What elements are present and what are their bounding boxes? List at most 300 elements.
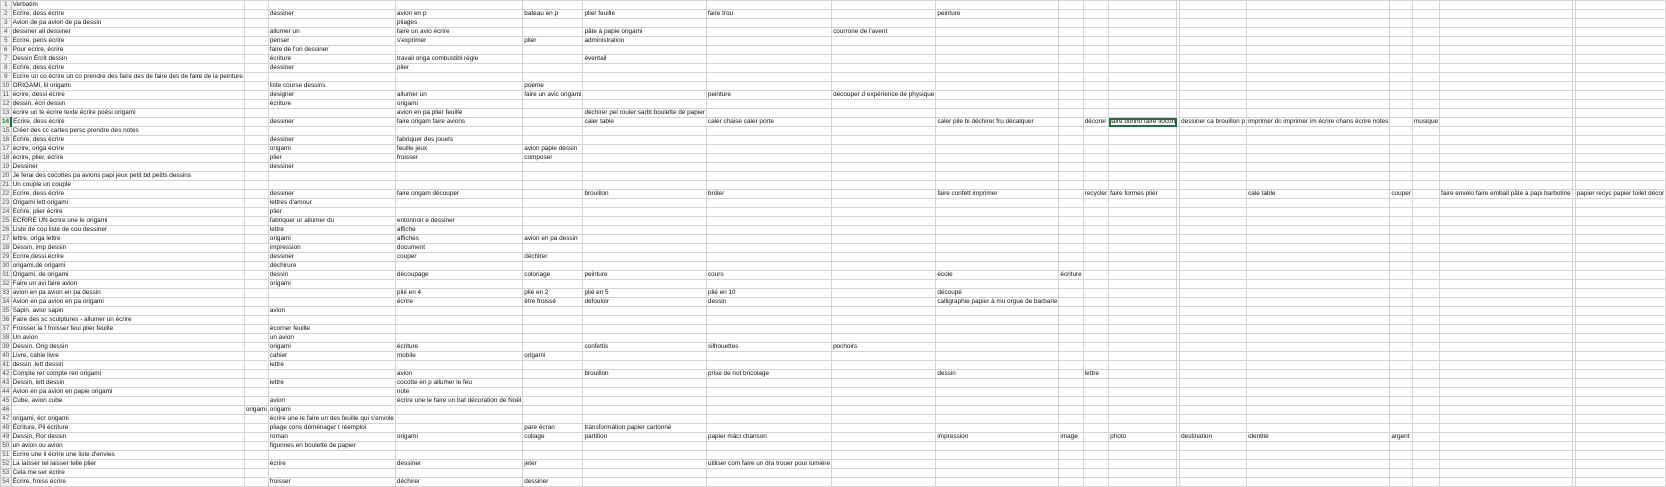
cell[interactable]: dessiner	[268, 253, 395, 262]
cell[interactable]	[706, 82, 831, 91]
cell[interactable]	[1440, 244, 1573, 253]
cell[interactable]	[1083, 361, 1108, 370]
cell[interactable]	[832, 235, 936, 244]
cell[interactable]	[244, 253, 268, 262]
cell[interactable]	[1247, 262, 1390, 271]
cell[interactable]	[1180, 334, 1247, 343]
cell[interactable]	[244, 100, 268, 109]
row-header[interactable]: 21	[2, 181, 10, 188]
cell[interactable]	[1575, 19, 1665, 28]
cell[interactable]	[1440, 280, 1573, 289]
cell[interactable]	[1109, 172, 1177, 181]
cell[interactable]	[244, 415, 268, 424]
cell[interactable]	[832, 46, 936, 55]
cell[interactable]	[936, 208, 1059, 217]
cell[interactable]	[1109, 379, 1177, 388]
row-header[interactable]: 34	[2, 298, 10, 305]
cell[interactable]	[1059, 460, 1083, 469]
cell[interactable]: un avion ou avion	[11, 442, 244, 451]
cell[interactable]	[936, 100, 1059, 109]
cell[interactable]	[523, 109, 583, 118]
cell[interactable]	[244, 136, 268, 145]
cell[interactable]	[1412, 91, 1439, 100]
cell[interactable]: plier feuille	[583, 10, 706, 19]
cell[interactable]	[832, 172, 936, 181]
row-header[interactable]: 51	[2, 451, 10, 458]
cell[interactable]	[706, 451, 831, 460]
cell[interactable]	[936, 73, 1059, 82]
cell[interactable]: lettre, origa lettre	[11, 235, 244, 244]
cell[interactable]	[706, 397, 831, 406]
cell[interactable]: composer	[523, 154, 583, 163]
cell[interactable]: jeter	[523, 460, 583, 469]
cell[interactable]	[1412, 73, 1439, 82]
cell[interactable]	[244, 325, 268, 334]
cell[interactable]	[1059, 379, 1083, 388]
cell[interactable]	[244, 82, 268, 91]
cell[interactable]	[1440, 316, 1573, 325]
cell[interactable]	[936, 181, 1059, 190]
cell[interactable]	[936, 379, 1059, 388]
cell[interactable]	[1247, 19, 1390, 28]
cell[interactable]	[832, 478, 936, 487]
cell[interactable]	[1575, 334, 1665, 343]
cell[interactable]	[244, 478, 268, 487]
cell[interactable]	[1059, 415, 1083, 424]
cell[interactable]	[1109, 397, 1177, 406]
cell[interactable]: brouillon	[583, 370, 706, 379]
cell[interactable]	[1083, 415, 1108, 424]
cell[interactable]: Froisser la f froisser feui plier feuille	[11, 325, 244, 334]
cell[interactable]	[1412, 190, 1439, 199]
row-header[interactable]: 32	[2, 280, 10, 287]
cell[interactable]	[1083, 235, 1108, 244]
cell[interactable]	[1180, 145, 1247, 154]
cell[interactable]: Dessin, Ror dessin	[11, 433, 244, 442]
cell[interactable]	[1575, 172, 1665, 181]
cell[interactable]	[244, 262, 268, 271]
cell[interactable]	[832, 82, 936, 91]
cell[interactable]: écriture	[1060, 271, 1082, 278]
cell[interactable]	[936, 415, 1059, 424]
cell[interactable]: Écrire, dess écrire	[11, 136, 244, 145]
cell[interactable]: dessiner ca brouillon p	[1181, 118, 1246, 125]
cell[interactable]	[832, 325, 936, 334]
cell[interactable]	[395, 334, 522, 343]
cell[interactable]	[706, 145, 831, 154]
cell[interactable]	[523, 244, 583, 253]
cell[interactable]	[936, 316, 1059, 325]
cell[interactable]	[1059, 442, 1083, 451]
cell[interactable]	[936, 442, 1059, 451]
cell[interactable]	[936, 406, 1059, 415]
cell[interactable]: faire origam découper	[395, 190, 522, 199]
cell[interactable]	[1109, 289, 1177, 298]
cell[interactable]	[1440, 55, 1573, 64]
cell[interactable]	[936, 226, 1059, 235]
cell[interactable]	[1109, 100, 1177, 109]
cell[interactable]	[1109, 406, 1177, 415]
cell[interactable]	[1059, 163, 1083, 172]
cell[interactable]: écrire une le faire un des feuille qui s'envole	[269, 415, 394, 422]
cell[interactable]	[244, 469, 268, 478]
cell[interactable]	[1390, 379, 1413, 388]
cell[interactable]: Liste de cou liste de cou dessiner	[11, 226, 244, 235]
cell[interactable]	[706, 163, 831, 172]
cell[interactable]	[832, 316, 936, 325]
row-header[interactable]: 20	[2, 172, 10, 179]
cell[interactable]	[1059, 10, 1083, 19]
cell[interactable]	[1412, 397, 1439, 406]
cell[interactable]	[832, 217, 936, 226]
cell[interactable]	[523, 370, 583, 379]
cell[interactable]	[583, 406, 706, 415]
cell[interactable]	[936, 127, 1059, 136]
cell[interactable]	[1575, 145, 1665, 154]
cell[interactable]	[832, 415, 936, 424]
cell[interactable]	[244, 343, 268, 352]
cell[interactable]	[268, 19, 395, 28]
cell[interactable]	[1083, 109, 1108, 118]
cell[interactable]: utiliser com faire un dra trouer pour lumière	[707, 460, 831, 467]
cell[interactable]	[244, 19, 268, 28]
cell[interactable]	[583, 217, 706, 226]
cell[interactable]	[1180, 55, 1247, 64]
cell[interactable]	[395, 73, 522, 82]
cell[interactable]	[1412, 370, 1439, 379]
cell[interactable]	[1247, 64, 1390, 73]
cell[interactable]	[1390, 10, 1413, 19]
cell[interactable]	[1440, 208, 1573, 217]
cell[interactable]: Faire un avi faire avion	[11, 280, 244, 289]
cell[interactable]	[1440, 37, 1573, 46]
cell[interactable]	[1575, 73, 1665, 82]
cell[interactable]	[244, 73, 268, 82]
cell[interactable]	[706, 181, 831, 190]
cell[interactable]	[1109, 262, 1177, 271]
cell[interactable]	[1059, 235, 1083, 244]
cell[interactable]	[583, 469, 706, 478]
cell[interactable]: travail origa combustibl règle	[395, 55, 522, 64]
cell[interactable]	[523, 181, 583, 190]
cell[interactable]	[1575, 325, 1665, 334]
cell[interactable]	[1180, 244, 1247, 253]
cell[interactable]: Dessin, lett dessin	[11, 379, 244, 388]
cell[interactable]	[1109, 460, 1177, 469]
cell[interactable]	[1083, 244, 1108, 253]
cell[interactable]	[1059, 424, 1083, 433]
cell[interactable]	[1412, 334, 1439, 343]
cell[interactable]	[583, 163, 706, 172]
cell[interactable]	[1247, 28, 1390, 37]
cell[interactable]	[1440, 91, 1573, 100]
cell[interactable]: ORIGAMI, lil origami	[11, 82, 244, 91]
cell[interactable]	[583, 388, 706, 397]
cell[interactable]	[244, 1, 268, 10]
cell[interactable]: origami	[395, 100, 522, 109]
cell[interactable]	[1180, 424, 1247, 433]
cell[interactable]	[936, 154, 1059, 163]
cell[interactable]: impression	[936, 433, 1059, 442]
cell[interactable]	[706, 334, 831, 343]
cell[interactable]	[1440, 82, 1573, 91]
cell[interactable]	[1180, 460, 1247, 469]
cell[interactable]: faire bonho faire flocon	[1110, 118, 1176, 125]
cell[interactable]	[936, 262, 1059, 271]
cell[interactable]	[1059, 37, 1083, 46]
cell[interactable]	[1575, 415, 1665, 424]
cell[interactable]	[1412, 109, 1439, 118]
cell[interactable]	[1083, 451, 1108, 460]
cell[interactable]: Dessin, Orig dessin	[11, 343, 244, 352]
cell[interactable]	[1412, 64, 1439, 73]
cell[interactable]	[1109, 46, 1177, 55]
cell[interactable]	[1412, 343, 1439, 352]
cell[interactable]	[832, 388, 936, 397]
cell[interactable]	[1440, 199, 1573, 208]
cell[interactable]	[1390, 442, 1413, 451]
cell[interactable]	[395, 442, 522, 451]
cell[interactable]	[244, 55, 268, 64]
cell[interactable]: écrire, origa écrire	[11, 145, 244, 154]
cell[interactable]	[1059, 334, 1083, 343]
cell[interactable]	[1390, 64, 1413, 73]
cell[interactable]: écrire	[268, 460, 395, 469]
cell[interactable]	[523, 415, 583, 424]
cell[interactable]: écriture	[268, 100, 395, 109]
cell[interactable]	[1247, 451, 1390, 460]
row-header[interactable]: 38	[2, 334, 10, 341]
row-header[interactable]: 27	[2, 235, 10, 242]
cell[interactable]	[244, 361, 268, 370]
cell[interactable]	[1390, 235, 1413, 244]
cell[interactable]	[1180, 451, 1247, 460]
row-header[interactable]: 23	[2, 199, 10, 206]
cell[interactable]	[1575, 136, 1665, 145]
cell[interactable]	[1440, 10, 1573, 19]
cell[interactable]: Ecrire, dess écrire	[11, 10, 244, 19]
cell[interactable]	[523, 208, 583, 217]
row-header[interactable]: 37	[2, 325, 10, 332]
cell[interactable]	[244, 298, 268, 307]
cell[interactable]: image	[1059, 433, 1083, 442]
cell[interactable]	[936, 334, 1059, 343]
cell[interactable]	[832, 379, 936, 388]
cell[interactable]	[1180, 361, 1247, 370]
cell[interactable]	[583, 19, 706, 28]
cell[interactable]	[706, 469, 831, 478]
cell[interactable]	[706, 208, 831, 217]
cell[interactable]	[1247, 82, 1390, 91]
cell[interactable]	[1109, 271, 1177, 280]
cell[interactable]	[1109, 28, 1177, 37]
cell[interactable]: plier	[395, 64, 522, 73]
cell[interactable]	[523, 217, 583, 226]
cell[interactable]	[706, 46, 831, 55]
cell[interactable]	[936, 253, 1059, 262]
cell[interactable]	[1440, 235, 1573, 244]
cell[interactable]	[832, 208, 936, 217]
cell[interactable]	[1109, 244, 1177, 253]
cell[interactable]	[936, 325, 1059, 334]
cell[interactable]	[706, 253, 831, 262]
cell[interactable]	[1083, 469, 1108, 478]
cell[interactable]	[1109, 208, 1177, 217]
cell[interactable]	[523, 19, 583, 28]
cell[interactable]: liste course dessins	[268, 82, 395, 91]
cell[interactable]	[1412, 352, 1439, 361]
cell[interactable]	[523, 316, 583, 325]
cell[interactable]	[1390, 406, 1413, 415]
cell[interactable]	[936, 451, 1059, 460]
cell[interactable]: confettis	[583, 343, 706, 352]
cell[interactable]	[706, 415, 831, 424]
cell[interactable]	[1180, 325, 1247, 334]
cell[interactable]	[1247, 244, 1390, 253]
cell[interactable]	[1247, 271, 1390, 280]
cell[interactable]	[1247, 388, 1390, 397]
row-header[interactable]: 12	[2, 100, 10, 107]
cell[interactable]	[936, 352, 1059, 361]
cell[interactable]	[1059, 64, 1083, 73]
cell[interactable]: écrire, plier, écrire	[11, 154, 244, 163]
cell[interactable]: brouillon	[583, 190, 706, 199]
cell[interactable]: écrire un te écrire texte écrire poési origami	[11, 109, 244, 118]
cell[interactable]: Ecrire, dess écrire	[11, 118, 244, 127]
cell[interactable]	[1180, 280, 1247, 289]
cell[interactable]: fabriquer ur allumer du	[268, 217, 395, 226]
cell[interactable]	[1440, 100, 1573, 109]
row-header[interactable]: 19	[2, 163, 10, 170]
cell[interactable]: Pour ecrire, écrire	[11, 46, 244, 55]
cell[interactable]: entonnoir e dessiner	[395, 217, 522, 226]
cell[interactable]	[1059, 91, 1083, 100]
cell[interactable]	[1440, 262, 1573, 271]
cell[interactable]	[706, 262, 831, 271]
cell[interactable]	[832, 127, 936, 136]
cell[interactable]: faire un avio écrire	[395, 28, 522, 37]
cell[interactable]: dessiner	[395, 460, 522, 469]
cell[interactable]	[1180, 127, 1247, 136]
row-header[interactable]: 52	[2, 460, 10, 467]
cell[interactable]: origami	[268, 235, 395, 244]
cell[interactable]	[244, 316, 268, 325]
cell[interactable]: être froissé	[523, 298, 583, 307]
cell[interactable]	[1059, 343, 1083, 352]
cell[interactable]	[832, 1, 936, 10]
cell[interactable]	[832, 289, 936, 298]
cell[interactable]	[1440, 28, 1573, 37]
cell[interactable]	[1083, 388, 1108, 397]
cell[interactable]	[1180, 469, 1247, 478]
cell[interactable]	[1390, 289, 1413, 298]
row-header[interactable]: 50	[2, 442, 10, 449]
cell[interactable]	[244, 163, 268, 172]
cell[interactable]	[706, 172, 831, 181]
cell[interactable]: faire origam faire avions	[395, 118, 522, 127]
row-header[interactable]: 7	[1, 55, 12, 64]
cell[interactable]	[1083, 73, 1108, 82]
cell[interactable]: faire trou	[706, 10, 831, 19]
cell[interactable]	[1109, 37, 1177, 46]
cell[interactable]	[1180, 217, 1247, 226]
cell[interactable]	[936, 28, 1059, 37]
row-header[interactable]: 31	[2, 271, 10, 278]
cell[interactable]	[1575, 280, 1665, 289]
cell[interactable]	[1059, 370, 1083, 379]
cell[interactable]	[1390, 271, 1413, 280]
cell[interactable]	[1412, 262, 1439, 271]
cell[interactable]	[936, 46, 1059, 55]
cell[interactable]	[706, 1, 831, 10]
cell[interactable]	[1180, 82, 1247, 91]
cell[interactable]	[1390, 172, 1413, 181]
cell[interactable]	[1109, 334, 1177, 343]
cell[interactable]	[1440, 289, 1573, 298]
cell[interactable]	[1412, 100, 1439, 109]
cell[interactable]	[244, 307, 268, 316]
row-header[interactable]: 45	[2, 397, 10, 404]
cell[interactable]	[583, 73, 706, 82]
cell[interactable]	[1247, 235, 1390, 244]
cell[interactable]	[1247, 1, 1390, 10]
cell[interactable]	[1412, 37, 1439, 46]
cell[interactable]	[244, 460, 268, 469]
cell[interactable]	[1180, 37, 1247, 46]
cell[interactable]	[1059, 136, 1083, 145]
cell[interactable]	[1083, 46, 1108, 55]
cell[interactable]	[706, 136, 831, 145]
cell[interactable]: papier mâcl chanson	[706, 433, 831, 442]
cell[interactable]: Origami lett origami	[11, 199, 244, 208]
row-header[interactable]: 40	[2, 352, 10, 359]
cell[interactable]	[706, 325, 831, 334]
row-header[interactable]: 10	[2, 82, 10, 89]
cell[interactable]	[1575, 397, 1665, 406]
cell[interactable]	[395, 361, 522, 370]
cell[interactable]	[1412, 235, 1439, 244]
cell[interactable]	[395, 262, 522, 271]
cell[interactable]	[1059, 19, 1083, 28]
cell[interactable]	[832, 244, 936, 253]
cell[interactable]	[523, 1, 583, 10]
cell[interactable]	[1247, 478, 1390, 487]
cell[interactable]	[583, 451, 706, 460]
cell[interactable]	[1247, 208, 1390, 217]
cell[interactable]	[1575, 100, 1665, 109]
cell[interactable]	[1083, 136, 1108, 145]
cell[interactable]	[1059, 262, 1083, 271]
cell[interactable]	[1109, 217, 1177, 226]
row-header[interactable]: 44	[2, 388, 10, 395]
cell[interactable]	[1180, 253, 1247, 262]
cell[interactable]: couper	[395, 253, 522, 262]
cell[interactable]	[523, 334, 583, 343]
cell[interactable]: identité	[1247, 433, 1390, 442]
cell[interactable]	[1083, 406, 1108, 415]
row-header[interactable]: 46	[2, 406, 10, 413]
cell[interactable]	[706, 307, 831, 316]
cell[interactable]	[1412, 181, 1439, 190]
cell[interactable]: Un couple un couple	[11, 181, 244, 190]
cell[interactable]	[395, 172, 522, 181]
cell[interactable]	[832, 397, 936, 406]
cell[interactable]	[1059, 478, 1083, 487]
cell[interactable]: collage	[523, 433, 583, 442]
cell[interactable]	[936, 172, 1059, 181]
cell[interactable]: avion	[268, 307, 395, 316]
cell[interactable]	[583, 397, 706, 406]
